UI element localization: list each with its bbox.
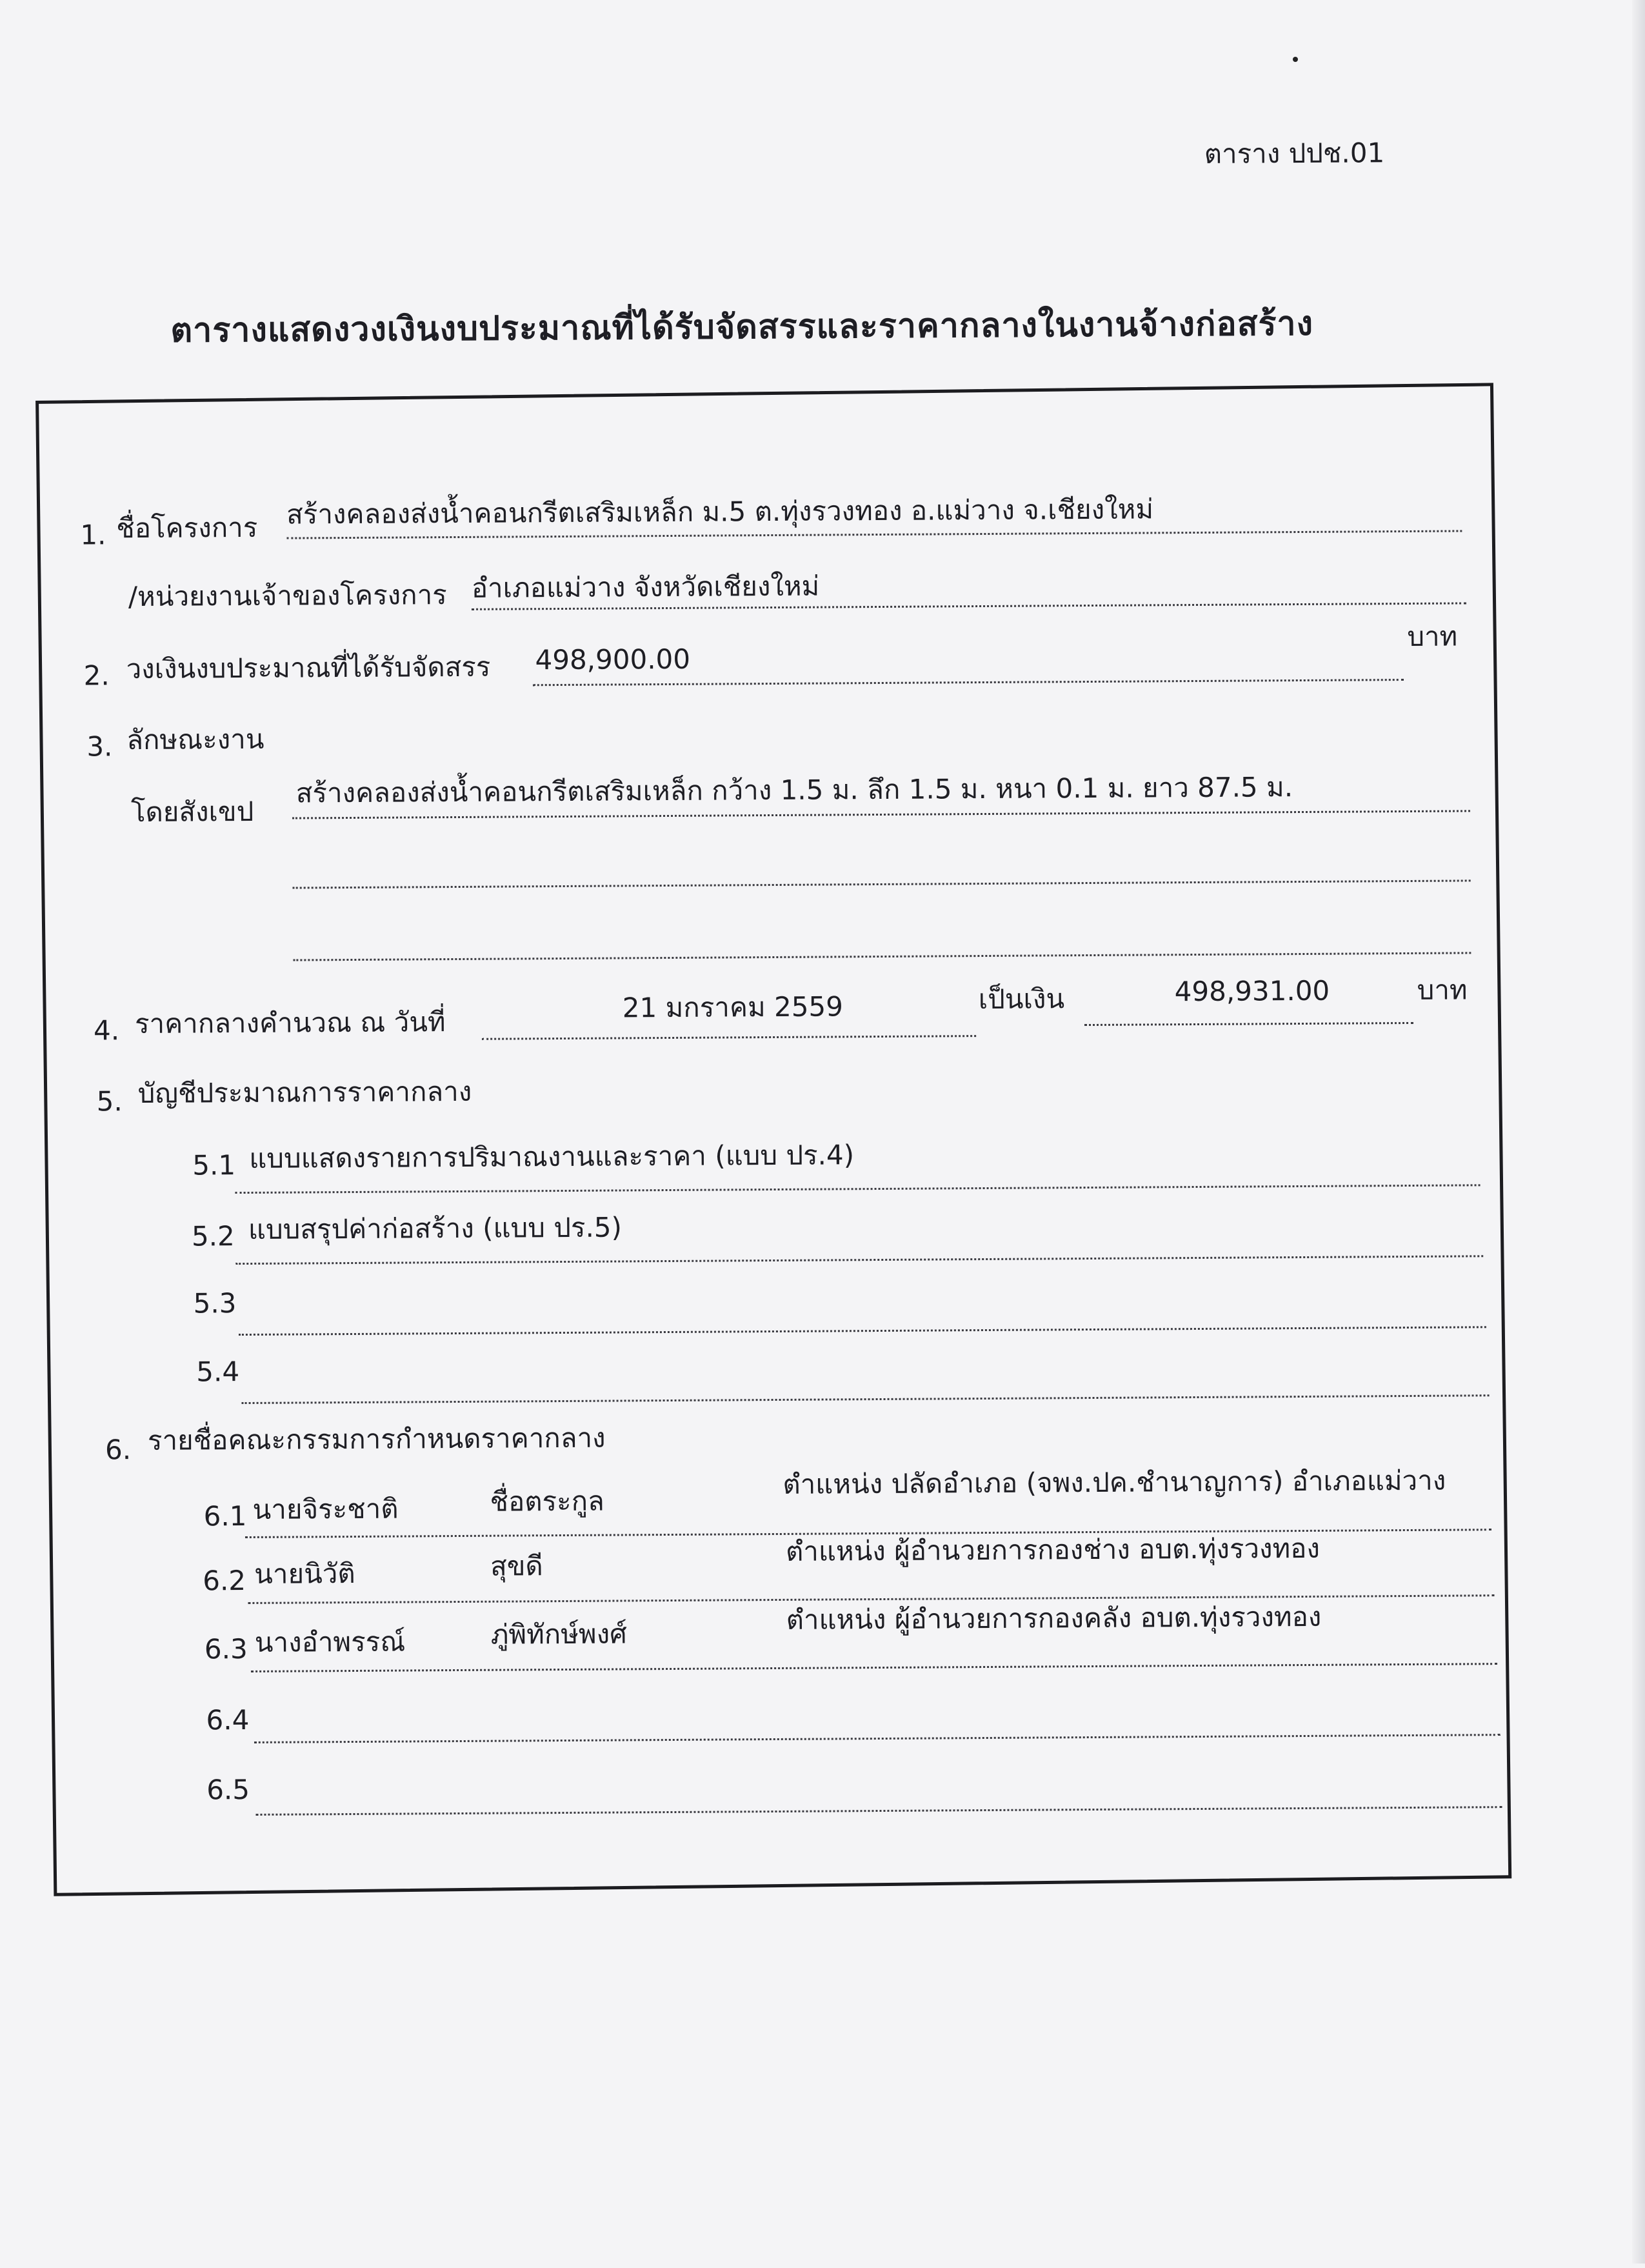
entry-5-3-number: 5.3 [193, 1287, 237, 1320]
item1-label: ชื่อโครงการ [116, 511, 258, 545]
item6-number: 6. [105, 1434, 132, 1466]
member-6-2-last: สุขดี [490, 1550, 543, 1582]
item5-label: บัญชีประมาณการราคากลาง [137, 1075, 472, 1110]
agency-value: อำเภอแม่วาง จังหวัดเชียงใหม่ [471, 570, 820, 604]
reference-date: 21 มกราคม 2559 [622, 990, 844, 1024]
item5-number: 5. [96, 1085, 123, 1118]
summary-value: สร้างคลองส่งน้ำคอนกรีตเสริมเหล็ก กว้าง 1.5 ม. ลึก 1.5 ม. หนา 0.1 ม. ยาว 87.5 ม. [295, 771, 1293, 809]
item1-number: 1. [80, 519, 106, 551]
member-6-3-first: นางอำพรรณ์ [254, 1625, 406, 1658]
member-6-4-number: 6.4 [206, 1703, 250, 1736]
summary-label: โดยสังเขป [130, 795, 254, 828]
member-6-2-position: ตำแหน่ง ผู้อำนวยการกองช่าง อบต.ทุ่งรวงทอง [785, 1532, 1321, 1567]
entry-5-2-number: 5.2 [191, 1220, 235, 1252]
member-6-1-position: ตำแหน่ง ปลัดอำเภอ (จพง.ปค.ชำนาญการ) อำเภอแม่วาง [783, 1464, 1446, 1500]
item2-label: วงเงินงบประมาณที่ได้รับจัดสรร [126, 650, 491, 685]
project-name-value: สร้างคลองส่งน้ำคอนกรีตเสริมเหล็ก ม.5 ต.ทุ่งรวงทอง อ.แม่วาง จ.เชียงใหม่ [286, 493, 1154, 530]
member-6-1-first: นายจิระชาติ [252, 1492, 399, 1525]
member-6-5-number: 6.5 [206, 1773, 250, 1806]
entry-5-1-text: แบบแสดงรายการปริมาณงานและราคา (แบบ ปร.4) [249, 1139, 855, 1174]
member-6-2-number: 6.2 [203, 1565, 246, 1597]
median-price-value: 498,931.00 [1174, 974, 1330, 1008]
item6-label: รายชื่อคณะกรรมการกำหนดราคากลาง [147, 1421, 606, 1456]
item4-label: ราคากลางคำนวณ ณ วันที่ [134, 1006, 446, 1040]
form-title: ตารางแสดงวงเงินงบประมาณที่ได้รับจัดสรรและราคากลางในงานจ้างก่อสร้าง [170, 304, 1314, 350]
item3-label: ลักษณะงาน [126, 723, 264, 756]
item2-number: 2. [83, 659, 110, 692]
budget-value: 498,900.00 [535, 643, 691, 676]
form-code: ตาราง ปปช.01 [1204, 137, 1385, 170]
member-6-3-number: 6.3 [204, 1633, 248, 1665]
amount-label: เป็นเงิน [978, 983, 1065, 1016]
amount-unit: บาท [1417, 974, 1468, 1006]
entry-5-2-text: แบบสรุปค่าก่อสร้าง (แบบ ปร.5) [248, 1211, 623, 1245]
entry-5-4-number: 5.4 [196, 1356, 240, 1388]
entry-5-1-number: 5.1 [192, 1149, 236, 1181]
member-6-1-last: ชื่อตระกูล [490, 1485, 604, 1518]
member-6-3-last: ภู่พิทักษ์พงศ์ [490, 1618, 627, 1651]
member-6-2-first: นายนิวัติ [254, 1557, 355, 1590]
item3-number: 3. [86, 730, 113, 763]
agency-label: /หน่วยงานเจ้าของโครงการ [128, 579, 447, 613]
budget-unit: บาท [1407, 620, 1458, 652]
member-6-1-number: 6.1 [203, 1500, 247, 1532]
item4-number: 4. [93, 1014, 120, 1047]
member-6-3-position: ตำแหน่ง ผู้อำนวยการกองคลัง อบต.ทุ่งรวงทอง [786, 1600, 1322, 1636]
